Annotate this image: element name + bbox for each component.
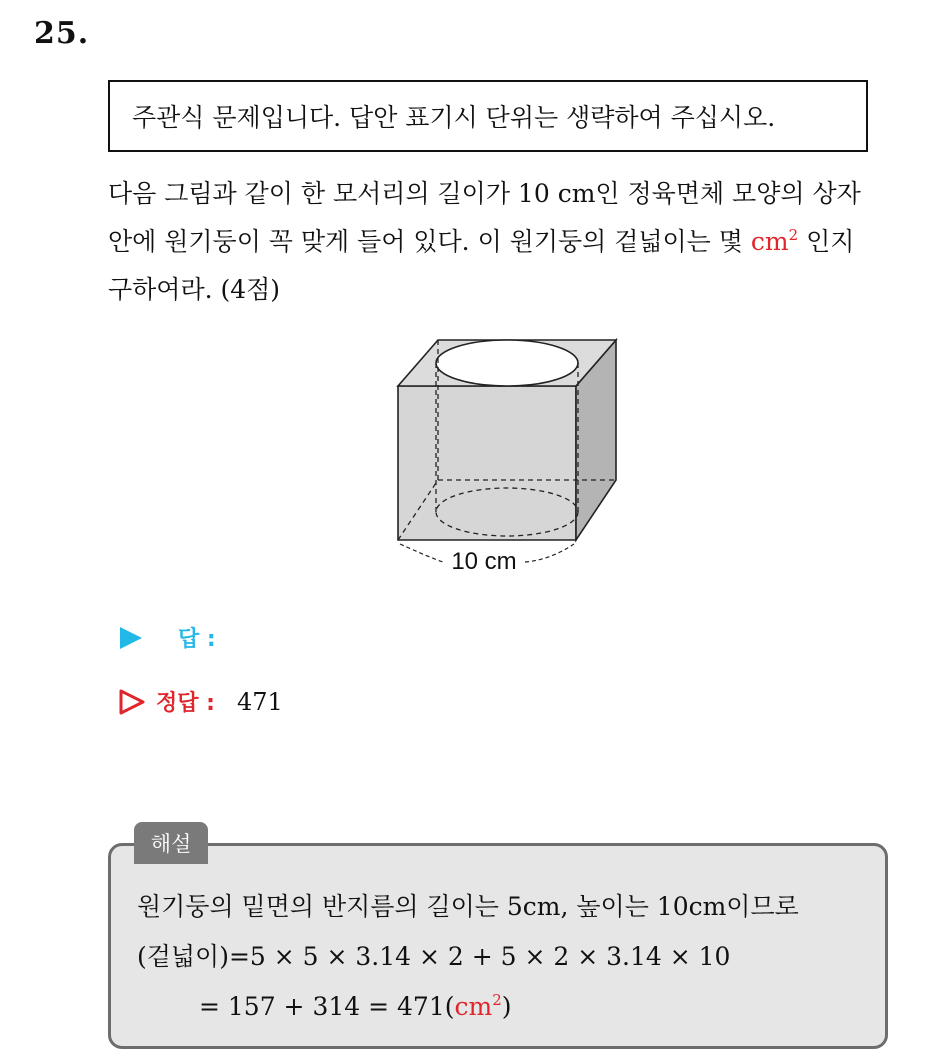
instruction-box bbox=[108, 80, 868, 152]
problem-unit-exponent: 2 bbox=[788, 226, 799, 244]
problem-unit bbox=[751, 227, 798, 256]
cylinder-top-ellipse bbox=[436, 340, 578, 386]
problem-line-2-suffix: 인지 bbox=[798, 227, 855, 256]
problem-text bbox=[108, 170, 908, 314]
cube-front-face bbox=[398, 386, 576, 540]
explanation-line-3 bbox=[137, 982, 885, 1032]
dimension-curve-right bbox=[525, 544, 574, 562]
play-arrow-icon bbox=[118, 625, 144, 651]
correct-answer-label: 정답 : bbox=[156, 691, 215, 716]
cube-cylinder-drawing bbox=[380, 330, 660, 580]
problem-unit-base: cm bbox=[750, 227, 789, 256]
answer-label: 답 : bbox=[178, 627, 216, 652]
instruction-text: 주관식 문제입니다. 답안 표기시 단위는 생략하여 주십시오. bbox=[132, 103, 776, 132]
explanation-unit bbox=[454, 992, 501, 1021]
correct-answer-row bbox=[118, 686, 283, 717]
problem-line-3: 구하여라. (4점) bbox=[108, 275, 281, 304]
dimension-label: 10 cm bbox=[451, 548, 517, 575]
cube-cylinder-figure bbox=[380, 330, 660, 580]
explanation-line-1: 원기둥의 밑면의 반지름의 길이는 5cm, 높이는 10cm이므로 bbox=[137, 892, 799, 921]
dimension-curve-left bbox=[400, 544, 444, 562]
explanation-tab: 해설 bbox=[134, 822, 208, 864]
explanation-unit-base: cm bbox=[454, 992, 493, 1021]
explanation-unit-exponent: 2 bbox=[492, 991, 502, 1009]
outline-arrow-icon bbox=[118, 688, 146, 716]
explanation-line-3-suffix: ) bbox=[501, 992, 512, 1021]
problem-line-2 bbox=[108, 218, 908, 266]
explanation-line-3-prefix: = 157 + 314 = 471( bbox=[199, 992, 455, 1021]
correct-answer-value: 471 bbox=[236, 687, 283, 716]
problem-line-1: 다음 그림과 같이 한 모서리의 길이가 10 cm인 정육면체 모양의 상자 bbox=[108, 179, 861, 208]
explanation-box bbox=[108, 843, 888, 1049]
explanation-line-2: (겉넓이)=5 × 5 × 3.14 × 2 + 5 × 2 × 3.14 × 10 bbox=[137, 942, 731, 971]
answer-row bbox=[118, 622, 216, 653]
problem-line-2-prefix: 안에 원기둥이 꼭 맞게 들어 있다. 이 원기둥의 겉넓이는 몇 bbox=[108, 227, 751, 256]
question-number: 25. bbox=[34, 16, 90, 51]
